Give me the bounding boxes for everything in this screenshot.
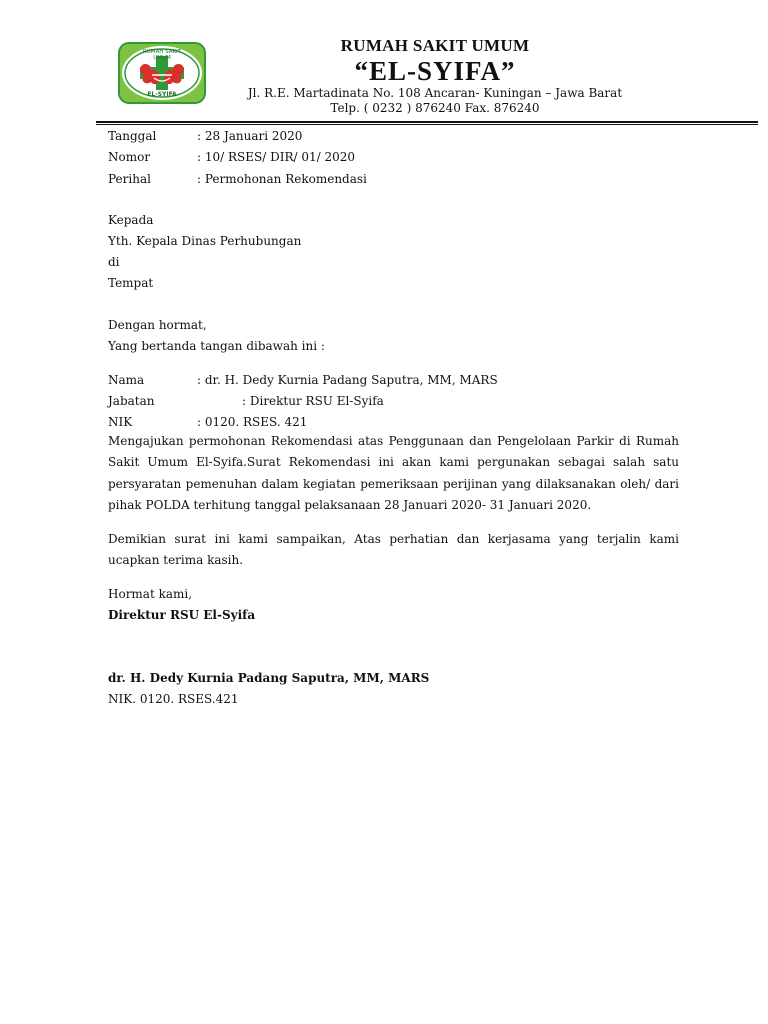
recipient-place: Tempat (108, 276, 154, 290)
intro-line: Yang bertanda tangan dibawah ini : (108, 339, 325, 353)
hospital-name: “EL-SYIFA” (354, 56, 516, 86)
hospital-type: RUMAH SAKIT UMUM (340, 36, 530, 55)
letterhead-divider-thin (96, 124, 758, 125)
closing-signer-nik: NIK. 0120. RSES.421 (108, 692, 239, 706)
nik-value: : 0120. RSES. 421 (197, 415, 308, 429)
tanggal-label: Tanggal (108, 129, 157, 143)
recipient-name: Yth. Kepala Dinas Perhubungan (108, 234, 302, 248)
perihal-value: : Permohonan Rekomendasi (197, 172, 367, 186)
letterhead-divider (96, 121, 758, 123)
nik-label: NIK (108, 415, 133, 429)
closing-signer-name: dr. H. Dedy Kurnia Padang Saputra, MM, MARS (108, 671, 430, 685)
recipient-di: di (108, 255, 120, 269)
logo-text-top: RUMAH SAKIT UMUM (142, 49, 182, 61)
recipient-kepada: Kepada (108, 213, 154, 227)
body-paragraph-2: Demikian surat ini kami sampaikan, Atas perhatian dan kerjasama yang terjalin kami ucapkan terima kasih. (108, 532, 679, 568)
nomor-value: : 10/ RSES/ DIR/ 01/ 2020 (197, 150, 355, 164)
nama-value: : dr. H. Dedy Kurnia Padang Saputra, MM, MARS (197, 373, 498, 387)
hospital-logo (118, 42, 206, 104)
perihal-label: Perihal (108, 172, 151, 186)
nama-label: Nama (108, 373, 145, 387)
hospital-address: Jl. R.E. Martadinata No. 108 Ancaran- Kuningan – Jawa Barat (247, 86, 623, 100)
letterhead (230, 36, 640, 116)
tanggal-value: : 28 Januari 2020 (197, 129, 303, 143)
logo-text-bottom: EL-SYIFA (147, 91, 177, 98)
jabatan-label: Jabatan (108, 394, 155, 408)
greeting: Dengan hormat, (108, 318, 207, 332)
body-paragraph-1: Mengajukan permohonan Rekomendasi atas Penggunaan dan Pengelolaan Parkir di Rumah Sakit Umum El-Syifa.Surat Rekomendasi ini akan kami pergunakan sebagai salah satu persyaratan pemenuhan dalam kegiatan pemeriksaan perijinan yang dilaksanakan oleh/ dari pihak POLDA terhitung tanggal pelaksanaan 28 Januari 2020- 31 Januari 2020. (108, 434, 679, 512)
hospital-phone: Telp. ( 0232 ) 876240 Fax. 876240 (330, 101, 540, 115)
closing-position: Direktur RSU El-Syifa (108, 608, 256, 622)
nomor-label: Nomor (108, 150, 151, 164)
closing-salutation: Hormat kami, (108, 587, 193, 601)
jabatan-value: : Direktur RSU El-Syifa (242, 394, 384, 408)
